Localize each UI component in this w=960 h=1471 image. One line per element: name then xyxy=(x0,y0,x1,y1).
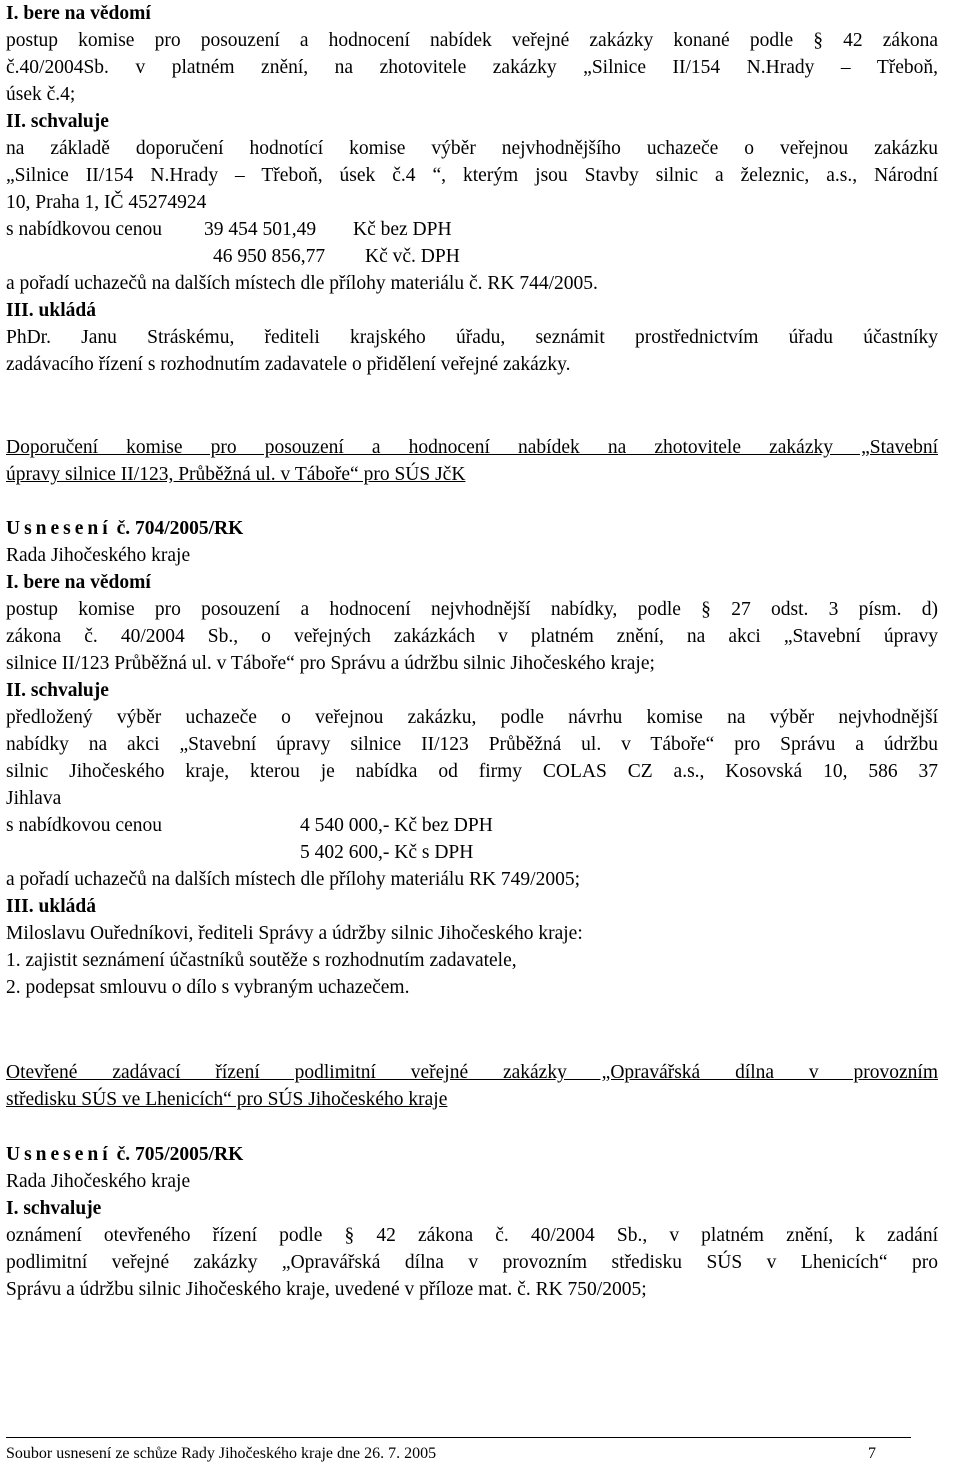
price-row xyxy=(6,839,938,866)
paragraph-line: zákona č. 40/2004 Sb., o veřejných zakázkách v platném znění, na akci „Stavební úpravy xyxy=(6,626,938,647)
price-value: 46 950 856,77 xyxy=(213,246,326,267)
council-name: Rada Jihočeského kraje xyxy=(6,545,191,566)
heading-schvaluje: II. schvaluje xyxy=(6,111,109,132)
paragraph-line: „Silnice II/154 N.Hrady – Třeboň, úsek č.4 “, kterým jsou Stavby silnic a železnic, a.s., Národní xyxy=(6,165,938,186)
resolution-id: č. 704/2005/RK xyxy=(116,518,244,539)
paragraph-line: úsek č.4; xyxy=(6,84,76,105)
resolution-label: Usnesení xyxy=(6,1144,112,1165)
resolution-id: č. 705/2005/RK xyxy=(116,1144,244,1165)
list-item: 1. zajistit seznámení účastníků soutěže s rozhodnutím zadavatele, xyxy=(6,950,517,971)
section-title: Doporučení komise pro posouzení a hodnocení nabídek na zhotovitele zakázky „Stavební xyxy=(6,437,938,458)
paragraph-line: předložený výběr uchazeče o veřejnou zakázku, podle návrhu komise na výběr nejvhodnější xyxy=(6,707,938,728)
price-label: s nabídkovou cenou xyxy=(6,219,162,240)
section-title: středisku SÚS ve Lhenicích“ pro SÚS Jihočeského kraje xyxy=(6,1089,448,1110)
paragraph-line: na základě doporučení hodnotící komise výběr nejvhodnějšího uchazeče o veřejnou zakázku xyxy=(6,138,938,159)
footer-divider xyxy=(6,1437,911,1438)
paragraph-line: 10, Praha 1, IČ 45274924 xyxy=(6,192,207,213)
heading-schvaluje: I. schvaluje xyxy=(6,1198,102,1219)
paragraph-line: silnice II/123 Průběžná ul. v Táboře“ pro Správu a údržbu silnic Jihočeského kraje; xyxy=(6,653,655,674)
heading-schvaluje: II. schvaluje xyxy=(6,680,109,701)
paragraph-line: podlimitní veřejné zakázky „Opravářská dílna v provozním středisku SÚS v Lhenicích“ pro xyxy=(6,1252,938,1273)
section-title: úpravy silnice II/123, Průběžná ul. v Táboře“ pro SÚS JčK xyxy=(6,464,466,485)
heading-bere-na-vedomi: I. bere na vědomí xyxy=(6,572,151,593)
paragraph-line: Miloslavu Ouředníkovi, řediteli Správy a údržby silnic Jihočeského kraje: xyxy=(6,923,583,944)
price-unit: Kč bez DPH xyxy=(353,219,452,240)
section-title: Otevřené zadávací řízení podlimitní veřejné zakázky „Opravářská dílna v provozním xyxy=(6,1062,938,1083)
resolution-number xyxy=(6,515,938,542)
paragraph-line: oznámení otevřeného řízení podle § 42 zákona č. 40/2004 Sb., v platném znění, k zadání xyxy=(6,1225,938,1246)
footer-text: Soubor usnesení ze schůze Rady Jihočeského kraje dne 26. 7. 2005 xyxy=(6,1445,437,1462)
paragraph-line: Jihlava xyxy=(6,788,62,809)
paragraph-line: PhDr. Janu Stráskému, řediteli krajského úřadu, seznámit prostřednictvím úřadu účastníky xyxy=(6,327,938,348)
price-value: 5 402 600,- Kč s DPH xyxy=(300,842,474,863)
price-value: 4 540 000,- Kč bez DPH xyxy=(300,815,493,836)
paragraph-line: Správu a údržbu silnic Jihočeského kraje, uvedené v příloze mat. č. RK 750/2005; xyxy=(6,1279,647,1300)
price-value: 39 454 501,49 xyxy=(204,219,317,240)
page-number: 7 xyxy=(868,1445,876,1462)
paragraph-line: a pořadí uchazečů na dalších místech dle přílohy materiálu č. RK 744/2005. xyxy=(6,273,598,294)
price-row xyxy=(6,812,938,839)
list-item: 2. podepsat smlouvu o dílo s vybraným uchazečem. xyxy=(6,977,410,998)
council-name: Rada Jihočeského kraje xyxy=(6,1171,191,1192)
price-row xyxy=(6,243,938,270)
paragraph-line: a pořadí uchazečů na dalších místech dle přílohy materiálu RK 749/2005; xyxy=(6,869,580,890)
price-row xyxy=(6,216,938,243)
paragraph-line: silnic Jihočeského kraje, kterou je nabídka od firmy COLAS CZ a.s., Kosovská 10, 586 37 xyxy=(6,761,938,782)
heading-uklada: III. ukládá xyxy=(6,300,96,321)
heading-uklada: III. ukládá xyxy=(6,896,96,917)
page-footer xyxy=(6,1443,876,1465)
paragraph-line: postup komise pro posouzení a hodnocení nabídek veřejné zakázky konané podle § 42 zákona xyxy=(6,30,938,51)
paragraph-line: č.40/2004Sb. v platném znění, na zhotovitele zakázky „Silnice II/154 N.Hrady – Třeboň, xyxy=(6,57,938,78)
price-unit: Kč vč. DPH xyxy=(365,246,460,267)
paragraph-line: zadávacího řízení s rozhodnutím zadavatele o přidělení veřejné zakázky. xyxy=(6,354,571,375)
paragraph-line: postup komise pro posouzení a hodnocení nejvhodnější nabídky, podle § 27 odst. 3 písm. d) xyxy=(6,599,938,620)
resolution-number xyxy=(6,1141,938,1168)
resolution-label: Usnesení xyxy=(6,518,112,539)
heading-bere-na-vedomi: I. bere na vědomí xyxy=(6,3,151,24)
paragraph-line: nabídky na akci „Stavební úpravy silnice II/123 Průběžná ul. v Táboře“ pro Správu a údržbu xyxy=(6,734,938,755)
price-label: s nabídkovou cenou xyxy=(6,815,162,836)
